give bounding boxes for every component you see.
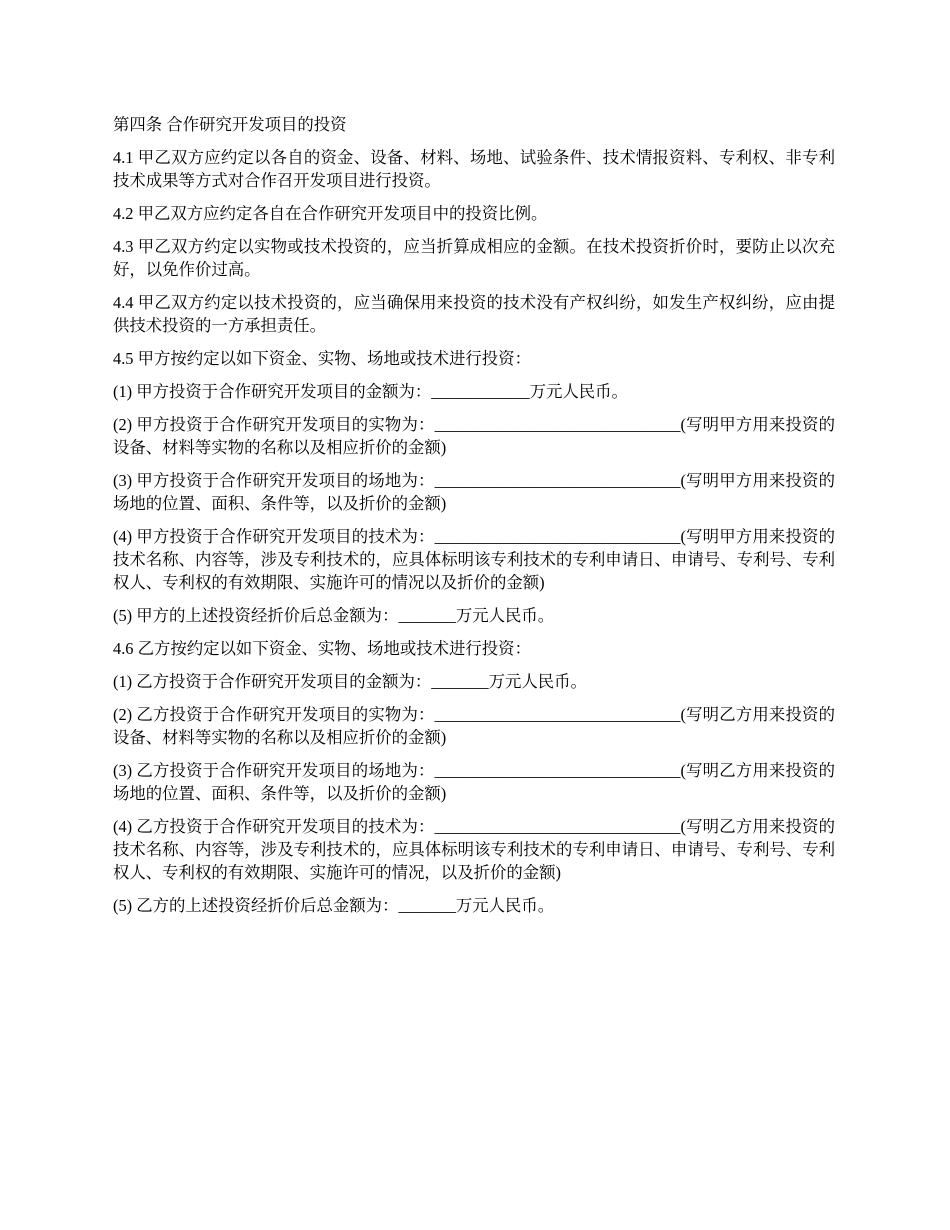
clause-4-6: 4.6 乙方按约定以如下资金、实物、场地或技术进行投资： [113,639,531,658]
clause-4-4: 4.4 甲乙双方约定以技术投资的，应当确保用来投资的技术没有产权纠纷，如发生产权纠纷，应由提供技术投资的一方承担责任。 [113,293,835,335]
clause-4-6-item-5: (5) 乙方的上述投资经折价后总金额为：_______万元人民币。 [113,896,555,915]
clause-4-1: 4.1 甲乙双方应约定以各自的资金、设备、材料、场地、试验条件、技术情报资料、专利权、非专利技术成果等方式对合作召开发项目进行投资。 [113,148,835,190]
clause-4-5-item-4: (4) 甲方投资于合作研究开发项目的技术为：______________________________(写明甲方用来投资的技术名称、内容等，涉及专利技术的，应具体标明该专利技术的专利申请日、申请号、专利号、专利权人、专利权的有效期限、实施许可的情况以及折价的金额) [113,527,835,592]
article-title: 第四条 合作研究开发项目的投资 [113,115,347,134]
clause-4-5-item-3: (3) 甲方投资于合作研究开发项目的场地为：______________________________(写明甲方用来投资的场地的位置、面积、条件等，以及折价的金额) [113,471,835,513]
clause-4-6-item-3: (3) 乙方投资于合作研究开发项目的场地为：______________________________(写明乙方用来投资的场地的位置、面积、条件等，以及折价的金额) [113,761,835,803]
clause-4-6-item-4: (4) 乙方投资于合作研究开发项目的技术为：______________________________(写明乙方用来投资的技术名称、内容等，涉及专利技术的，应具体标明该专利技术的专利申请日、申请号、专利号、专利权人、专利权的有效期限、实施许可的情况，以及折价的金额) [113,817,835,882]
clause-4-5-item-2: (2) 甲方投资于合作研究开发项目的实物为：______________________________(写明甲方用来投资的设备、材料等实物的名称以及相应折价的金额) [113,415,835,457]
document-page [113,113,835,927]
clause-4-6-item-1: (1) 乙方投资于合作研究开发项目的金额为：_______万元人民币。 [113,672,587,691]
clause-4-6-item-2: (2) 乙方投资于合作研究开发项目的实物为：______________________________(写明乙方用来投资的设备、材料等实物的名称以及相应折价的金额) [113,705,835,747]
clause-4-3: 4.3 甲乙双方约定以实物或技术投资的，应当折算成相应的金额。在技术投资折价时，要防止以次充好，以免作价过高。 [113,237,835,279]
clause-4-5: 4.5 甲方按约定以如下资金、实物、场地或技术进行投资： [113,349,531,368]
clause-4-5-item-5: (5) 甲方的上述投资经折价后总金额为：_______万元人民币。 [113,606,555,625]
clause-4-2: 4.2 甲乙双方应约定各自在合作研究开发项目中的投资比例。 [113,204,548,223]
clause-4-5-item-1: (1) 甲方投资于合作研究开发项目的金额为：____________万元人民币。 [113,382,628,401]
